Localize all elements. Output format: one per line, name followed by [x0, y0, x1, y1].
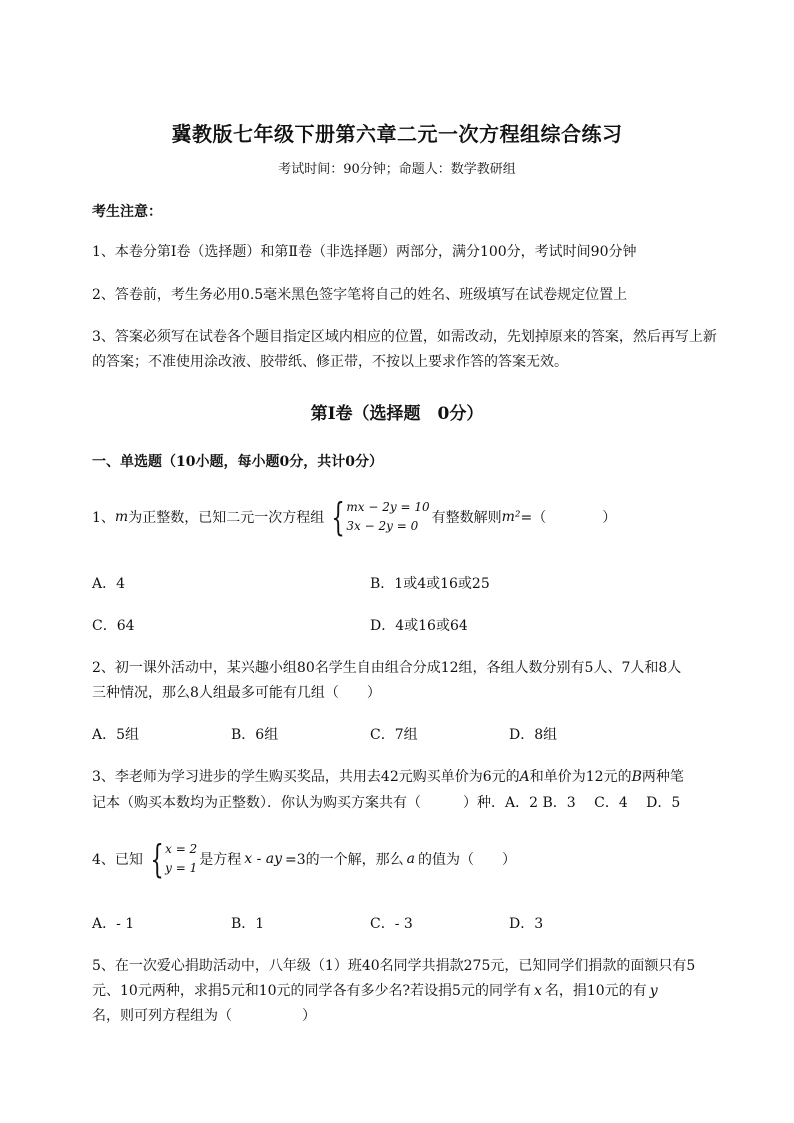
q4-text-a: 是方程: [199, 852, 242, 868]
left-brace-icon: {: [331, 495, 345, 539]
notice-item-1: 1、本卷分第I卷（选择题）和第Ⅱ卷（非选择题）两部分，满分100分，考试时间90分钟: [92, 244, 637, 260]
q4-text-b: =3的一个解，那么: [285, 852, 404, 868]
q3-line-1: [92, 766, 684, 786]
q1-option-c[interactable]: C．64: [92, 618, 135, 634]
q4-equation: x - ay: [244, 851, 283, 867]
section-heading: 一、单选题（10小题，每小题0分，共计0分）: [92, 454, 383, 470]
q1-eq1: mx − 2y = 10: [346, 500, 430, 514]
q2-option-b[interactable]: B．6组: [231, 727, 279, 743]
q3-line-2: 记本（购买本数均为正整数）．你认为购买方案共有（ ）种．A．2 B．3 C．4 D．5: [92, 795, 681, 811]
q4-eq2: y = 1: [165, 861, 198, 875]
q4-var-a: a: [406, 851, 416, 867]
q3-text-b: 和单价为12元的: [529, 769, 632, 785]
notice-item-3: 3、答案必须写在试卷各个题目指定区域内相应的位置，如需改动，先划掉原来的答案，然后再写上新: [92, 329, 717, 345]
q1-text-c: =（ ）: [520, 510, 617, 526]
q5-line-1: 5、在一次爱心捐助活动中，八年级（1）班40名同学共捐款275元，已知同学们捐款的面额只有5: [92, 958, 696, 974]
q3-var-b: B: [631, 769, 642, 785]
q2-option-c[interactable]: C．7组: [370, 727, 418, 743]
q1-equation-system: [326, 495, 430, 539]
notice-heading: 考生注意：: [92, 204, 162, 220]
exam-title: 冀教版七年级下册第六章二元一次方程组综合练习: [171, 122, 623, 146]
q4-equation-system: [145, 837, 198, 881]
q1-eq2: 3x − 2y = 0: [346, 519, 419, 533]
q3-var-a: A: [519, 769, 530, 785]
q5-text-a: 元、10元两种，求捐5元和10元的同学各有多少名?若设捐5元的同学有: [92, 983, 531, 999]
q4-eq1: x = 2: [165, 842, 198, 856]
left-brace-icon: {: [150, 837, 164, 881]
q3-text-a: 3、李老师为学习进步的学生购买奖品，共用去42元购买单价为6元的: [92, 769, 520, 785]
q5-line-3: 名，则可列方程组为（ ）: [92, 1008, 316, 1024]
notice-item-3-cont: 的答案；不准使用涂改液、胶带纸、修正带，不按以上要求作答的答案无效。: [92, 354, 568, 370]
q1-m-squared: m²: [501, 509, 521, 525]
q1-option-b[interactable]: B．1或4或16或25: [370, 576, 490, 592]
part1-title: 第I卷（选择题 0分）: [310, 404, 484, 424]
q4-prefix: 4、已知: [92, 852, 143, 868]
q1-text-a: 为正整数，已知二元一次方程组: [128, 510, 325, 526]
question-4: [92, 837, 517, 881]
q2-option-d[interactable]: D．8组: [509, 727, 558, 743]
exam-subtitle: 考试时间：90分钟；命题人：数学教研组: [278, 162, 516, 177]
q1-option-a[interactable]: A．4: [92, 576, 126, 592]
q5-line-2: [92, 980, 661, 1000]
q1-option-d[interactable]: D．4或16或64: [370, 618, 468, 634]
q1-prefix: 1、: [92, 510, 115, 526]
q4-option-a[interactable]: A．- 1: [92, 916, 135, 932]
q2-line-2: 三种情况，那么8人组最多可能有几组（ ）: [92, 685, 381, 701]
q4-option-c[interactable]: C．- 3: [370, 916, 413, 932]
q2-option-a[interactable]: A．5组: [92, 727, 140, 743]
question-1: [92, 495, 617, 539]
q4-text-c: 的值为（ ）: [418, 852, 517, 868]
q1-var-m: m: [114, 509, 129, 525]
q2-line-1: 2、初一课外活动中，某兴趣小组80名学生自由组合分成12组，各组人数分别有5人、7人和8人: [92, 660, 682, 676]
q5-var-x: x: [533, 983, 542, 999]
notice-item-2: 2、答卷前，考生务必用0.5毫米黑色签字笔将自己的姓名、班级填写在试卷规定位置上: [92, 287, 628, 303]
q4-option-d[interactable]: D．3: [509, 916, 544, 932]
q5-var-y: y: [649, 983, 658, 999]
q4-option-b[interactable]: B．1: [231, 916, 265, 932]
q1-text-b: 有整数解则: [431, 510, 502, 526]
q5-text-b: 名，捐10元的有: [544, 983, 647, 999]
q3-text-c: 两种笔: [641, 769, 684, 785]
